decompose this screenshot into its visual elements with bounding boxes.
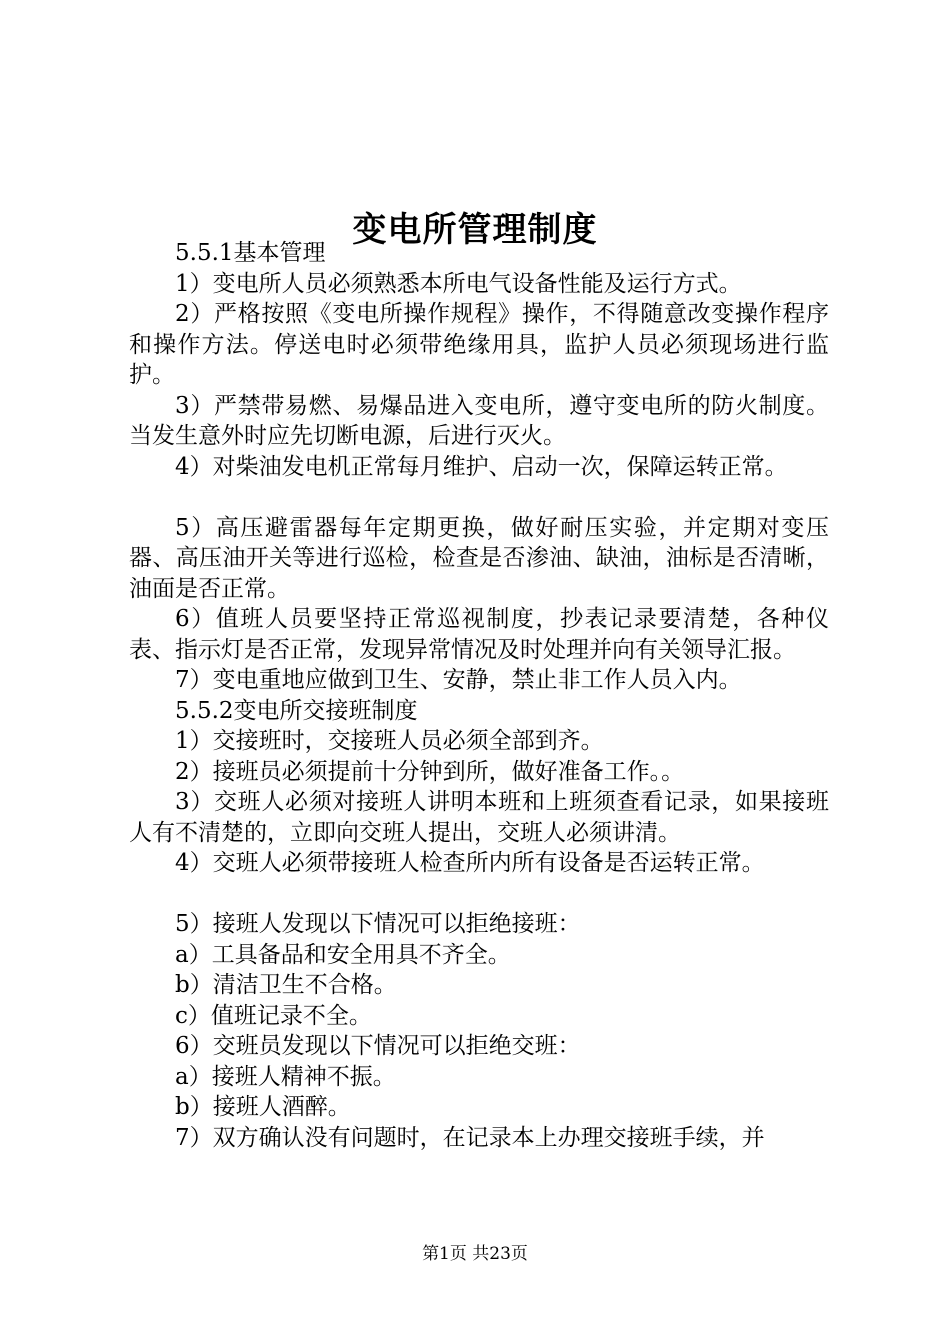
- body-paragraph: 3）严禁带易燃、易爆品进入变电所，遵守变电所的防火制度。当发生意外时应先切断电源，后进行灭火。: [129, 392, 829, 449]
- body-paragraph: 7）双方确认没有问题时，在记录本上办理交接班手续，并: [175, 1124, 765, 1151]
- body-paragraph: a）工具备品和安全用具不齐全。: [175, 941, 511, 968]
- body-paragraph: 2）严格按照《变电所操作规程》操作，不得随意改变操作程序和操作方法。停送电时必须带绝缘用具，监护人员必须现场进行监护。: [129, 301, 829, 388]
- body-paragraph: a）接班人精神不振。: [175, 1063, 396, 1090]
- body-paragraph: 1）变电所人员必须熟悉本所电气设备性能及运行方式。: [175, 270, 742, 297]
- body-paragraph: [129, 482, 829, 513]
- body-paragraph: 1）交接班时，交接班人员必须全部到齐。: [175, 728, 604, 754]
- page-title: 变电所管理制度: [352, 209, 598, 250]
- body-paragraph: c）值班记录不全。: [175, 1002, 372, 1029]
- body-paragraph: 4）对柴油发电机正常每月维护、启动一次，保障运转正常。: [175, 453, 788, 480]
- body-paragraph: 5.5.2变电所交接班制度: [175, 697, 418, 724]
- body-paragraph: 3）交班人必须对接班人讲明本班和上班须查看记录，如果接班人有不清楚的，立即向交班人提出，交班人必须讲清。: [129, 789, 829, 846]
- body-paragraph: 5）接班人发现以下情况可以拒绝接班：: [175, 911, 581, 937]
- body-paragraph: 5）高压避雷器每年定期更换，做好耐压实验，并定期对变压器、高压油开关等进行巡检，检查是否渗油、缺油，油标是否清晰，油面是否正常。: [129, 514, 829, 602]
- document-body: [129, 238, 829, 1153]
- body-paragraph: 4）交班人必须带接班人检查所内所有设备是否运转正常。: [175, 850, 765, 876]
- body-paragraph: 6）交班员发现以下情况可以拒绝交班：: [175, 1033, 581, 1059]
- page-footer: 第1页 共23页: [422, 1244, 528, 1264]
- body-paragraph: b）接班人酒醉。: [175, 1094, 351, 1120]
- body-paragraph: 7）变电重地应做到卫生、安静，禁止非工作人员入内。: [175, 667, 742, 693]
- body-paragraph: [129, 879, 829, 910]
- body-paragraph: 5.5.1基本管理: [175, 240, 326, 266]
- body-paragraph: 2）接班员必须提前十分钟到所，做好准备工作。。: [175, 758, 685, 785]
- body-paragraph: b）清洁卫生不合格。: [175, 972, 397, 998]
- body-paragraph: 6）值班人员要坚持正常巡视制度，抄表记录要清楚，各种仪表、指示灯是否正常，发现异常情况及时处理并向有关领导汇报。: [129, 606, 829, 663]
